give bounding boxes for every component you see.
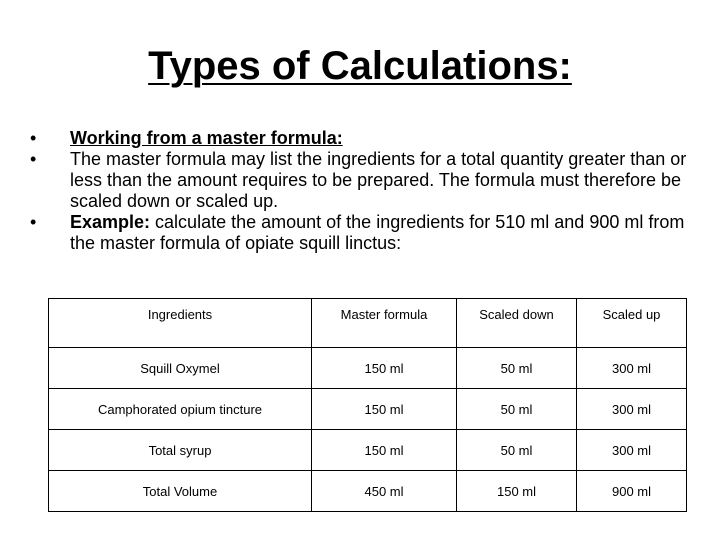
header-ingredients: Ingredients [49,299,312,348]
table-header-row [49,299,687,348]
bullet-text: calculate the amount of the ingredients for 510 ml and 900 ml from the master formula of opiate squill linctus: [70,212,685,253]
table-row [49,348,687,389]
bullet-item [28,212,698,254]
bullet-marker: • [30,149,37,169]
cell-scaled-up: 300 ml [577,430,687,471]
cell-ingredient: Total Volume [49,471,312,512]
cell-ingredient: Total syrup [49,430,312,471]
cell-scaled-up: 300 ml [577,348,687,389]
cell-scaled-down: 50 ml [457,389,577,430]
cell-ingredient: Camphorated opium tincture [49,389,312,430]
header-master-formula: Master formula [312,299,457,348]
formula-table [48,298,687,512]
table-row [49,471,687,512]
bullet-text-heading: Working from a master formula: [70,128,343,148]
header-scaled-up: Scaled up [577,299,687,348]
cell-scaled-up: 300 ml [577,389,687,430]
bullet-marker: • [30,212,37,232]
cell-master-formula: 450 ml [312,471,457,512]
bullet-item [28,128,698,149]
cell-master-formula: 150 ml [312,389,457,430]
cell-master-formula: 150 ml [312,430,457,471]
bullet-list [28,128,698,254]
table-row [49,430,687,471]
bullet-item [28,149,698,212]
cell-scaled-down: 150 ml [457,471,577,512]
slide-title: Types of Calculations: [148,44,572,88]
cell-scaled-up: 900 ml [577,471,687,512]
cell-scaled-down: 50 ml [457,430,577,471]
bullet-label-example: Example: [70,212,151,232]
cell-ingredient: Squill Oxymel [49,348,312,389]
bullet-marker: • [30,128,37,148]
cell-scaled-down: 50 ml [457,348,577,389]
header-scaled-down: Scaled down [457,299,577,348]
cell-master-formula: 150 ml [312,348,457,389]
table-row [49,389,687,430]
bullet-text: The master formula may list the ingredients for a total quantity greater than or less than the amount requires to be prepared. The formula must therefore be scaled down or scaled up. [70,149,687,211]
